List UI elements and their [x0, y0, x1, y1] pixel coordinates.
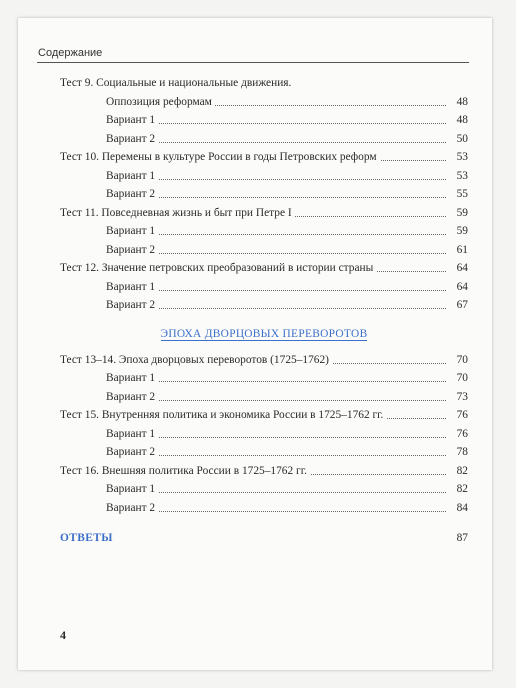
toc-entry-answers[interactable] [60, 529, 468, 548]
toc-entry-title: Вариант 2 [106, 185, 158, 204]
toc-entry-page: 59 [447, 204, 468, 223]
toc-entry-page: 70 [447, 351, 468, 370]
toc-entry-title: ОТВЕТЫ [60, 529, 116, 548]
toc-subentry[interactable] [60, 480, 468, 499]
toc-entry-title: Тест 9. Социальные и национальные движения. [60, 74, 294, 93]
toc-subentry[interactable] [60, 93, 468, 112]
toc-entry-page: 82 [447, 480, 468, 499]
toc-entry[interactable] [60, 204, 468, 223]
toc-entry-title: Вариант 2 [106, 443, 158, 462]
toc-entry-page: 64 [447, 259, 468, 278]
page-number: 4 [60, 628, 66, 642]
toc-entry-page: 76 [447, 425, 468, 444]
toc-entry-page: 82 [447, 462, 468, 481]
toc-entry[interactable] [60, 148, 468, 167]
header-rule [37, 62, 469, 63]
toc-entry-page: 84 [447, 499, 468, 518]
table-of-contents [60, 74, 468, 548]
toc-entry-title: Тест 15. Внутренняя политика и экономика России в 1725–1762 гг. [60, 406, 386, 425]
toc-entry[interactable] [60, 351, 468, 370]
toc-entry-page: 48 [447, 111, 468, 130]
toc-entry-title: Тест 10. Перемены в культуре России в годы Петровских реформ [60, 148, 380, 167]
section-title[interactable]: ЭПОХА ДВОРЦОВЫХ ПЕРЕВОРОТОВ [160, 327, 368, 340]
toc-entry-title: Вариант 2 [106, 241, 158, 260]
toc-entry-page: 61 [447, 241, 468, 260]
toc-entry-page: 67 [447, 296, 468, 315]
toc-entry[interactable] [60, 462, 468, 481]
toc-entry-page: 50 [447, 130, 468, 149]
toc-subentry[interactable] [60, 185, 468, 204]
toc-block-2 [60, 351, 468, 518]
toc-entry-title: Тест 16. Внешняя политика России в 1725–1762 гг. [60, 462, 310, 481]
toc-subentry[interactable] [60, 296, 468, 315]
toc-subentry[interactable] [60, 278, 468, 297]
toc-entry-page: 53 [447, 148, 468, 167]
toc-subentry[interactable] [60, 111, 468, 130]
toc-subentry[interactable] [60, 222, 468, 241]
toc-entry-page: 59 [447, 222, 468, 241]
toc-entry-title: Оппозиция реформам [106, 93, 215, 112]
toc-entry-title: Вариант 1 [106, 369, 158, 388]
toc-subentry[interactable] [60, 130, 468, 149]
toc-entry-page: 87 [447, 529, 468, 548]
toc-subentry[interactable] [60, 241, 468, 260]
toc-entry-title: Тест 12. Значение петровских преобразований в истории страны [60, 259, 376, 278]
toc-entry-title: Вариант 1 [106, 111, 158, 130]
toc-entry-page: 73 [447, 388, 468, 407]
toc-entry[interactable] [60, 406, 468, 425]
toc-entry-title: Тест 13–14. Эпоха дворцовых переворотов (1725–1762) [60, 351, 332, 370]
toc-entry-page: 76 [447, 406, 468, 425]
section-heading [60, 325, 468, 343]
toc-block-1 [60, 74, 468, 315]
toc-subentry[interactable] [60, 443, 468, 462]
toc-entry-page: 48 [447, 93, 468, 112]
toc-entry-title: Вариант 1 [106, 278, 158, 297]
toc-entry-title: Вариант 2 [106, 388, 158, 407]
toc-entry-title: Вариант 1 [106, 425, 158, 444]
toc-entry-title: Вариант 2 [106, 499, 158, 518]
toc-entry-page: 55 [447, 185, 468, 204]
toc-entry-title: Вариант 2 [106, 130, 158, 149]
toc-entry-page: 70 [447, 369, 468, 388]
toc-entry-title: Тест 11. Повседневная жизнь и быт при Петре I [60, 204, 295, 223]
toc-subentry[interactable] [60, 499, 468, 518]
toc-subentry[interactable] [60, 167, 468, 186]
toc-entry[interactable] [60, 259, 468, 278]
toc-entry-page: 53 [447, 167, 468, 186]
toc-entry-title: Вариант 1 [106, 167, 158, 186]
toc-entry-title: Вариант 1 [106, 222, 158, 241]
toc-entry-page: 64 [447, 278, 468, 297]
toc-subentry[interactable] [60, 425, 468, 444]
toc-subentry[interactable] [60, 369, 468, 388]
toc-entry-title: Вариант 1 [106, 480, 158, 499]
toc-subentry[interactable] [60, 388, 468, 407]
toc-entry[interactable] [60, 74, 468, 93]
running-header: Содержание [38, 47, 103, 59]
toc-entry-page: 78 [447, 443, 468, 462]
toc-entry-title: Вариант 2 [106, 296, 158, 315]
